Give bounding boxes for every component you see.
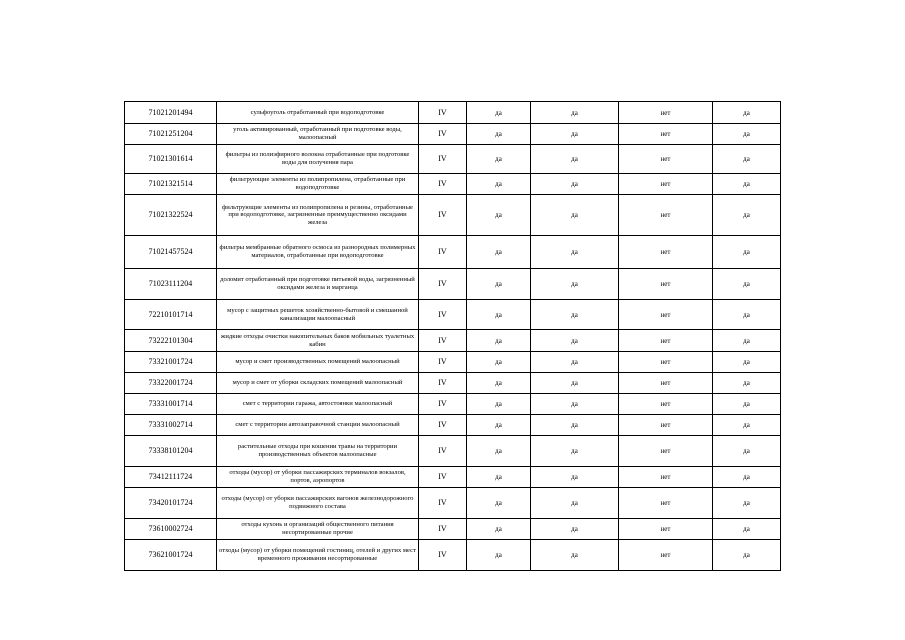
flag-cell-1: да	[467, 330, 531, 352]
flag-cell-1: да	[467, 236, 531, 269]
hazard-class-cell: IV	[419, 467, 467, 488]
waste-name-cell: мусор и смет от уборки складских помещений малоопасный	[217, 373, 419, 394]
flag-cell-3: нет	[619, 488, 713, 519]
waste-name-cell: фильтрующие элементы из полипропилена, отработанные при водоподготовке	[217, 174, 419, 195]
hazard-class-cell: IV	[419, 102, 467, 124]
flag-cell-4: да	[713, 300, 781, 330]
hazard-class-cell: IV	[419, 519, 467, 540]
waste-code-cell: 73331002714	[125, 415, 217, 436]
table-row	[125, 540, 781, 571]
flag-cell-2: да	[531, 236, 619, 269]
hazard-class-cell: IV	[419, 540, 467, 571]
waste-code-cell: 73322001724	[125, 373, 217, 394]
flag-cell-4: да	[713, 519, 781, 540]
hazard-class-cell: IV	[419, 145, 467, 174]
flag-cell-3: нет	[619, 467, 713, 488]
flag-cell-2: да	[531, 102, 619, 124]
flag-cell-1: да	[467, 145, 531, 174]
flag-cell-3: нет	[619, 236, 713, 269]
table-row	[125, 236, 781, 269]
flag-cell-2: да	[531, 467, 619, 488]
flag-cell-1: да	[467, 373, 531, 394]
flag-cell-2: да	[531, 300, 619, 330]
hazard-class-cell: IV	[419, 236, 467, 269]
table-row	[125, 330, 781, 352]
flag-cell-2: да	[531, 352, 619, 373]
table-row	[125, 394, 781, 415]
hazard-class-cell: IV	[419, 330, 467, 352]
hazard-class-cell: IV	[419, 394, 467, 415]
hazard-class-cell: IV	[419, 352, 467, 373]
waste-name-cell: отходы кухонь и организаций общественного питания несортированные прочие	[217, 519, 419, 540]
flag-cell-2: да	[531, 488, 619, 519]
waste-name-cell: фильтрующие элементы из полипропилена и резины, отработанные при водоподготовке, загрязненные преимущественно оксидами железа	[217, 195, 419, 236]
waste-name-cell: отходы (мусор) от уборки пассажирских вагонов железнодорожного подвижного состава	[217, 488, 419, 519]
table-row	[125, 269, 781, 300]
waste-code-cell: 73222101304	[125, 330, 217, 352]
flag-cell-3: нет	[619, 415, 713, 436]
waste-name-cell: растительные отходы при кошении травы на территории производственных объектов малоопасные	[217, 436, 419, 467]
flag-cell-1: да	[467, 269, 531, 300]
flag-cell-3: нет	[619, 124, 713, 145]
table-row	[125, 195, 781, 236]
waste-name-cell: отходы (мусор) от уборки помещений гостиниц, отелей и других мест временного проживания несортированные	[217, 540, 419, 571]
waste-code-cell: 72210101714	[125, 300, 217, 330]
waste-name-cell: фильтры мембранные обратного осмоса из разнородных полимерных материалов, отработанные при водоподготовке	[217, 236, 419, 269]
waste-name-cell: мусор и смет производственных помещений малоопасный	[217, 352, 419, 373]
flag-cell-2: да	[531, 436, 619, 467]
flag-cell-4: да	[713, 195, 781, 236]
waste-name-cell: доломит отработанный при подготовке питьевой воды, загрязненный оксидами железа и марганца	[217, 269, 419, 300]
table-row	[125, 145, 781, 174]
flag-cell-4: да	[713, 467, 781, 488]
flag-cell-4: да	[713, 124, 781, 145]
flag-cell-2: да	[531, 330, 619, 352]
hazard-class-cell: IV	[419, 195, 467, 236]
table-row	[125, 300, 781, 330]
flag-cell-4: да	[713, 102, 781, 124]
waste-code-cell: 71021251204	[125, 124, 217, 145]
flag-cell-4: да	[713, 415, 781, 436]
flag-cell-3: нет	[619, 519, 713, 540]
flag-cell-3: нет	[619, 373, 713, 394]
flag-cell-1: да	[467, 467, 531, 488]
flag-cell-1: да	[467, 540, 531, 571]
flag-cell-1: да	[467, 415, 531, 436]
hazard-class-cell: IV	[419, 488, 467, 519]
flag-cell-3: нет	[619, 102, 713, 124]
flag-cell-3: нет	[619, 145, 713, 174]
table-row	[125, 124, 781, 145]
table-row	[125, 102, 781, 124]
waste-table	[124, 101, 781, 571]
flag-cell-4: да	[713, 236, 781, 269]
flag-cell-4: да	[713, 330, 781, 352]
flag-cell-3: нет	[619, 394, 713, 415]
waste-code-cell: 71021321514	[125, 174, 217, 195]
flag-cell-2: да	[531, 373, 619, 394]
hazard-class-cell: IV	[419, 373, 467, 394]
waste-name-cell: сульфоуголь отработанный при водоподготовке	[217, 102, 419, 124]
flag-cell-4: да	[713, 373, 781, 394]
flag-cell-4: да	[713, 436, 781, 467]
waste-code-cell: 73420101724	[125, 488, 217, 519]
flag-cell-2: да	[531, 145, 619, 174]
table-body	[125, 102, 781, 571]
waste-code-cell: 71021301614	[125, 145, 217, 174]
flag-cell-1: да	[467, 195, 531, 236]
table-row	[125, 519, 781, 540]
waste-name-cell: мусор с защитных решеток хозяйственно-бытовой и смешанной канализации малоопасный	[217, 300, 419, 330]
waste-code-cell: 73338101204	[125, 436, 217, 467]
waste-code-cell: 73321001724	[125, 352, 217, 373]
flag-cell-1: да	[467, 300, 531, 330]
table-row	[125, 352, 781, 373]
flag-cell-1: да	[467, 352, 531, 373]
hazard-class-cell: IV	[419, 436, 467, 467]
hazard-class-cell: IV	[419, 415, 467, 436]
waste-name-cell: смет с территории гаража, автостоянки малоопасный	[217, 394, 419, 415]
waste-name-cell: смет с территории автозаправочной станции малоопасный	[217, 415, 419, 436]
flag-cell-2: да	[531, 124, 619, 145]
flag-cell-3: нет	[619, 269, 713, 300]
flag-cell-2: да	[531, 540, 619, 571]
waste-code-cell: 73412111724	[125, 467, 217, 488]
flag-cell-2: да	[531, 519, 619, 540]
hazard-class-cell: IV	[419, 300, 467, 330]
flag-cell-1: да	[467, 124, 531, 145]
flag-cell-1: да	[467, 174, 531, 195]
flag-cell-3: нет	[619, 300, 713, 330]
flag-cell-4: да	[713, 269, 781, 300]
flag-cell-4: да	[713, 352, 781, 373]
flag-cell-3: нет	[619, 330, 713, 352]
waste-name-cell: жидкие отходы очистки накопительных баков мобильных туалетных кабин	[217, 330, 419, 352]
flag-cell-1: да	[467, 102, 531, 124]
flag-cell-1: да	[467, 436, 531, 467]
flag-cell-3: нет	[619, 540, 713, 571]
flag-cell-2: да	[531, 195, 619, 236]
table-row	[125, 373, 781, 394]
table-row	[125, 415, 781, 436]
flag-cell-1: да	[467, 519, 531, 540]
flag-cell-3: нет	[619, 195, 713, 236]
waste-code-cell: 73621001724	[125, 540, 217, 571]
waste-code-cell: 71021457524	[125, 236, 217, 269]
table-row	[125, 436, 781, 467]
hazard-class-cell: IV	[419, 124, 467, 145]
flag-cell-4: да	[713, 540, 781, 571]
flag-cell-2: да	[531, 394, 619, 415]
flag-cell-1: да	[467, 488, 531, 519]
flag-cell-4: да	[713, 145, 781, 174]
flag-cell-3: нет	[619, 436, 713, 467]
waste-code-cell: 71021322524	[125, 195, 217, 236]
flag-cell-2: да	[531, 174, 619, 195]
flag-cell-1: да	[467, 394, 531, 415]
waste-name-cell: фильтры из полиэфирного волокна отработанные при подготовке воды для получения пара	[217, 145, 419, 174]
hazard-class-cell: IV	[419, 174, 467, 195]
table-row	[125, 488, 781, 519]
waste-code-cell: 71023111204	[125, 269, 217, 300]
flag-cell-2: да	[531, 415, 619, 436]
flag-cell-4: да	[713, 488, 781, 519]
waste-code-cell: 73610002724	[125, 519, 217, 540]
flag-cell-3: нет	[619, 352, 713, 373]
waste-name-cell: уголь активированный, отработанный при подготовке воды, малоопасный	[217, 124, 419, 145]
waste-code-cell: 71021201494	[125, 102, 217, 124]
hazard-class-cell: IV	[419, 269, 467, 300]
table-row	[125, 174, 781, 195]
flag-cell-4: да	[713, 174, 781, 195]
waste-code-cell: 73331001714	[125, 394, 217, 415]
flag-cell-2: да	[531, 269, 619, 300]
waste-name-cell: отходы (мусор) от уборки пассажирских терминалов вокзалов, портов, аэропортов	[217, 467, 419, 488]
table-row	[125, 467, 781, 488]
flag-cell-4: да	[713, 394, 781, 415]
flag-cell-3: нет	[619, 174, 713, 195]
